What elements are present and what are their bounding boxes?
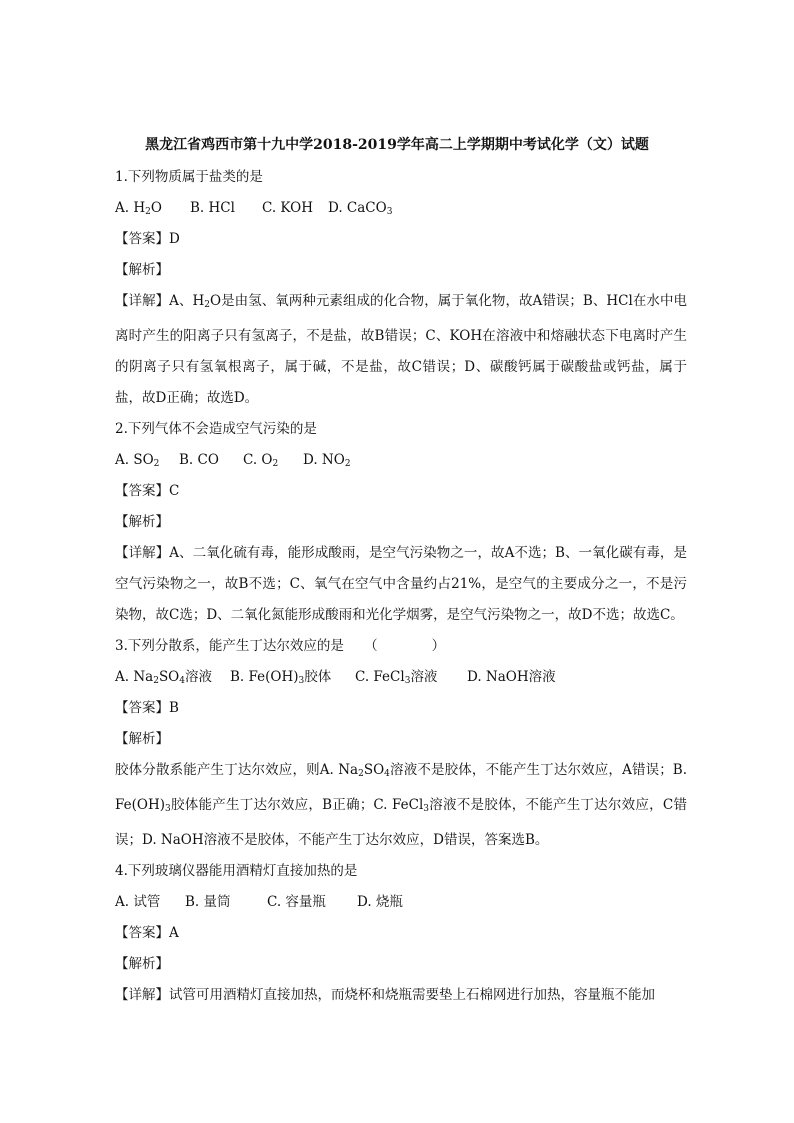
q3-options	[115, 662, 687, 693]
q3-option-a: A. Na2SO4溶液	[115, 669, 212, 686]
q2-answer: 【答案】C	[115, 483, 180, 499]
q2-detail: 【详解】A、二氧化硫有毒，能形成酸雨，是空气污染物之一，故A不选；B、一氧化碳有毒，是空气污染物之一，故B不选；C、氧气在空气中含量约占21%，是空气的主要成分之一，不是污染物，故C选；D、二氧化氮能形成酸雨和光化学烟雾，是空气污染物之一，故D不选；故选C。	[115, 545, 687, 623]
q2-option-d: D. NO2	[303, 452, 351, 469]
q4-options	[115, 887, 687, 918]
q2-options	[115, 445, 687, 476]
q3-explanation: 胶体分散系能产生丁达尔效应，则A. $Na_2SO_4$溶液不是胶体，不能产生丁达尔效应，A错误；B. $Fe(OH)_3$胶体能产生丁达尔效应，B正确；C. FeCl$_3$溶液不是胶体，不能产生丁达尔效应，C错误；D. NaOH溶液不是胶体，不能产生丁达尔效应，D错误，答案选B。	[115, 762, 687, 848]
q3-option-b: B. Fe(OH)3胶体	[230, 669, 332, 686]
q1-option-d: D. CaCO3	[328, 200, 393, 217]
q4-stem: 4.下列玻璃仪器能用酒精灯直接加热的是	[115, 863, 358, 879]
q3-analysis-label: 【解析】	[115, 731, 169, 747]
q2-option-a: A. SO2	[115, 452, 160, 469]
q2-stem: 2.下列气体不会造成空气污染的是	[115, 421, 317, 437]
q1-answer: 【答案】D	[115, 231, 180, 247]
q1-stem: 1.下列物质属于盐类的是	[115, 169, 263, 185]
q1-option-b: B. HCl	[190, 200, 235, 216]
q4-option-d: D. 烧瓶	[357, 894, 403, 910]
q3-answer: 【答案】B	[115, 700, 179, 716]
q1-detail: 【详解】A、$H_2O$是由氢、氧两种元素组成的化合物，属于氧化物，故A错误；B、HCl在水中电离时产生的阳离子只有氢离子，不是盐，故B错误；C、KOH在溶液中和熔融状态下电离时产生的阴离子只有氢氧根离子，属于碱，不是盐，故C错误；D、碳酸钙属于碳酸盐或钙盐，属于盐，故D正确；故选D。	[115, 293, 687, 406]
q4-option-b: B. 量筒	[185, 894, 231, 910]
q3-stem: 3.下列分散系，能产生丁达尔效应的是 （ ）	[115, 638, 446, 654]
q4-analysis-label: 【解析】	[115, 956, 169, 972]
q2-analysis-label: 【解析】	[115, 514, 169, 530]
q1-options	[115, 193, 687, 224]
q1-option-a: A. H2O	[115, 200, 162, 217]
document-title: 黑龙江省鸡西市第十九中学2018-2019学年高二上学期期中考试化学（文）试题	[145, 137, 649, 153]
q4-answer: 【答案】A	[115, 925, 179, 941]
q4-option-a: A. 试管	[115, 894, 161, 910]
q3-option-c: C. FeCl3溶液	[355, 669, 438, 686]
q4-option-c: C. 容量瓶	[267, 894, 326, 910]
q2-option-c: C. O2	[243, 452, 279, 469]
q1-option-c: C. KOH	[262, 200, 313, 216]
q4-detail: 【详解】试管可用酒精灯直接加热，而烧杯和烧瓶需要垫上石棉网进行加热，容量瓶不能加	[115, 987, 655, 1003]
q2-option-b: B. CO	[179, 452, 219, 468]
q3-option-d: D. NaOH溶液	[467, 669, 556, 685]
document-body	[115, 162, 687, 1011]
q1-analysis-label: 【解析】	[115, 262, 169, 278]
